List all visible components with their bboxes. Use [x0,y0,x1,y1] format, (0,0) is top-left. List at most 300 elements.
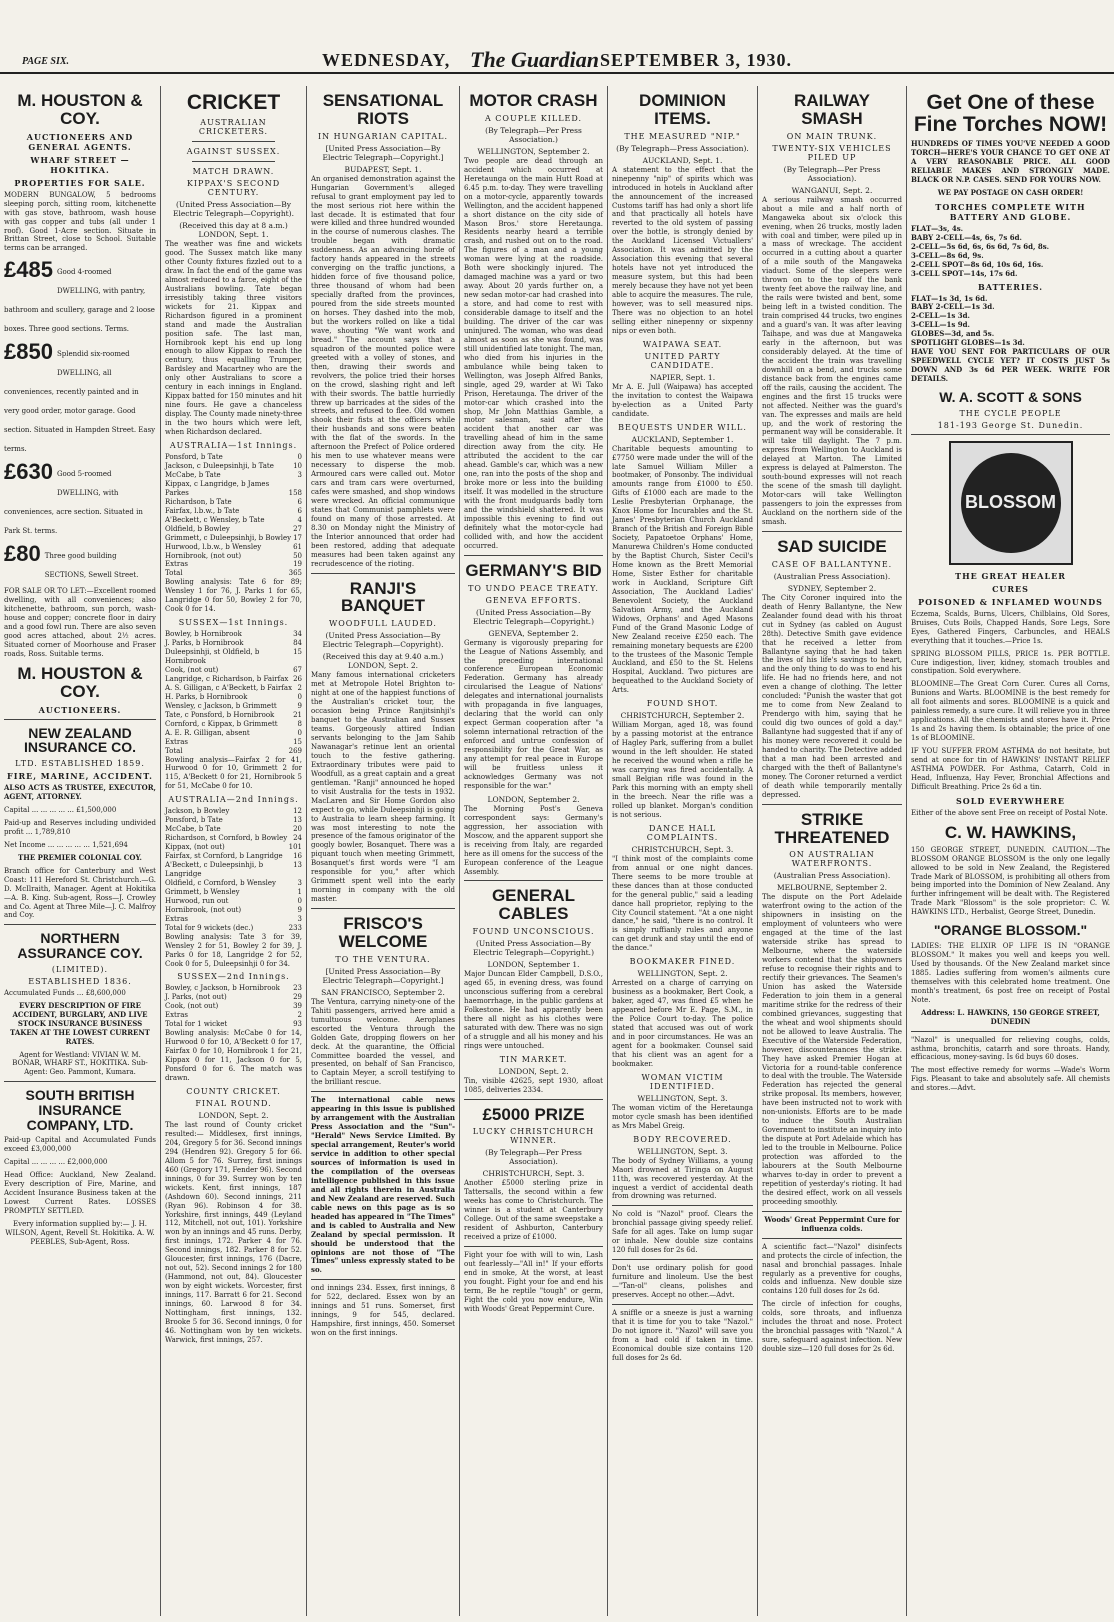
germany-report: Germany is vigorously preparing for the League of Nations Assembly, and the preceding international conference European Economic Federation. Germany has already circularised the League of Nations' delegates and international journalists with propaganda in five languages, declaring that the world can only expect German cooperation after "a solemn international retraction of the enforced and untrue confession of responsibility for the Great War, as any attempt for real peace in Europe will be fruitless unless it acknowledges Germany was not responsible for the war." [464,638,603,790]
runs: 61 [293,542,302,551]
item-report: Arrested on a charge of carrying on business as a bookmaker, Bert Cook, a baker, aged 47, was fined £5 when he appeared before Mr E. Page, S.M., in the Police Court to-day. The police stated that accused was out of work and in poor circumstances. He was an agent for a bookmaker. Counsel said that his client was an agent for a bookmaker. [612,979,753,1068]
divider [192,161,274,162]
price-line: GLOBES—3d, and 5s. [911,329,995,339]
hawkins-title: C. W. HAWKINS, [944,822,1077,842]
score-row [165,639,302,648]
score-row [165,507,302,516]
postage-notice: WE PAY POSTAGE ON CASH ORDER! [937,187,1084,197]
cables-dateline: LONDON, September 1. [487,960,580,970]
cricket-subhead: AUSTRALIAN CRICKETERS. [198,118,269,137]
runs: 269 [288,746,302,755]
score-row [165,525,302,534]
runs: 0 [297,692,302,701]
batsman: Total [165,569,183,578]
batsman: Grimmett, c Duleepsinhji, b Bowley [165,533,292,542]
property-description: Three good building SECTIONS, Sewell Street. [44,552,139,580]
suicide-dateline: SYDNEY, September 2. [787,583,877,593]
batsman: Langridge, c Richardson, b Fairfax [165,674,289,683]
price-line: 2-CELL—5s 6d, 6s, 6s 6d, 7s 6d, 8s. [911,241,1050,251]
final-round-heading: FINAL ROUND. [195,1098,272,1108]
batsman: Richardson, st Cornford, b Bowley [165,834,288,843]
item-dateline: CHRISTCHURCH, September 2. [620,711,745,721]
bloomine-ad: BLOOMINE—The Great Corn Curer. Cures all Corns, Bunions and Warts. BLOOMINE is the best remedy for all foot ailments and sores. BLOOMINE is a quick and painless remedy, a sure cure. It will relieve you in three applications. All the chemists and stores have it. Price 1s and 2s having them. Is obtainable; the price of one 1s of BLOOMINE. [911,680,1110,743]
item-report: The woman victim of the Heretaunga motor cycle smash has been identified as Mrs Mabel Greig. [612,1103,753,1130]
score-row [165,462,302,471]
frisco-report: The Ventura, carrying ninety-one of the Tahiti passengers, arrived here amid a tumultuous welcome. Aeroplanes escorted the Ventura through the Golden Gate, dropping flowers on her deck. At the quarantine, the Official Committee boarded the vessel, and presented, on behalf of San Francisco, to Captain Meyer, a scroll testifying to the brilliant rescue. [311,997,455,1087]
runs: 23 [293,984,302,993]
scorecard [165,807,302,932]
bowling-analysis: Bowling analysis—Fairfax 2 for 41, Hurwood 0 for 10, Grimmett 2 for 115, A'Beckett 0 for 21, Hornibrook 5 for 51, McCabe 0 for 10. [165,755,302,791]
germany-subhead: GENEVA EFFORTS. [485,595,582,605]
batsman: Total for 9 wickets (dec.) [165,923,254,932]
score-row [165,693,302,702]
score-row [165,711,302,720]
germany-subhead: TO UNDO PEACE TREATY. [468,583,599,593]
divider [911,434,1110,435]
batsman: Total [165,746,183,755]
masthead-day: WEDNESDAY, [322,50,451,70]
batsman: Hornibrook, (not out) [165,905,242,914]
score-row [165,861,302,879]
cricket-dateline: (Received this day at 8 a.m.) LONDON, Sept. 1. [179,221,288,240]
torches-heading: TORCHES COMPLETE WITH BATTERY AND GLOBE. [935,201,1086,222]
item-heading: BEQUESTS UNDER WILL. [618,422,747,432]
strike-credit: (Australian Press Association). [773,871,891,881]
prize-subhead: LUCKY CHRISTCHURCH WINNER. [472,1127,595,1146]
masthead [0,46,1114,74]
hawkins-caution: 150 GEORGE STREET, DUNEDIN. CAUTION.—The BLOSSOM ORANGE BLOSSOM is the only one legally allowed to be sold in New Zealand, the Registered Trade Mark of BLOSSOM, is prohibiting all others from being imported into the Dominion of New Zealand. Any further infringement will be dealt with. The Registered Trade Mark "Blossom" is the sole proprietor: C. W. HAWKINS LTD., Herbalist, George Street, Dunedin. [911,845,1110,917]
railway-report: A serious railway smash occurred about a mile and a half north of Mangaweka about six o'clock this evening, when 26 trucks, mostly laden with coal and timber, were piled up in a mass of wreckage. The accident occurred in a cutting about a quarter of a mile south of the Mangaweka viaduct. Some of the sleepers were thrown on to the top of the bank twenty feet above the railway line, and the rails were twisted and bent, some being left in a twisted condition. The train comprised 44 trucks, two engines and a guard's van. It was after leaving Taihape, and was due at Mangaweka early in the afternoon, but was considerably delayed. At the time of the accident the train was travelling downhill on a bend, and trucks some distance back from the engines came off the rails, causing the accident. The engines and the first 15 trucks were not affected. Neither was the guard's van. The expresses and mails are held up, and the work of restoring the permanent way will be considerable. It will take till daylight. The 7 p.m. express from Wellington to Auckland is delayed at Marton. The Limited express is delayed at Palmerston. The south-bound expresses will not reach the scene of the smash till daylight. Motor-cars will take Wellington passengers to join the expresses from Auckland on the northern side of the smash. [762,195,902,526]
score-row [165,852,302,861]
blossom-seal [949,441,1073,565]
batsman: Bowley, c Jackson, b Hornibrook [165,984,280,993]
crash-dateline: WELLINGTON, September 2. [477,146,590,156]
batsman: Kippax, c Langridge, b James [165,479,270,488]
column-dominion-items [608,86,757,1620]
innings-heading: AUSTRALIA—2nd Innings. [168,795,299,805]
score-row [165,480,302,489]
northern-assurance-established: ESTABLISHED 1836. [28,976,132,986]
runs: 17 [293,533,302,542]
runs: 0 [297,728,302,737]
runs: 158 [288,488,302,497]
suicide-subhead: CASE OF BALLANTYNE. [771,559,893,569]
cables-subhead: FOUND UNCONSCIOUS. [472,927,595,937]
score-row [165,702,302,711]
germany-dateline: GENEVA, September 2. [488,628,579,638]
batsman: A. S. Gilligan, c A'Beckett, b Fairfax [165,683,293,692]
fund-line: Capital ... ... ... ... ... £1,500,000 [4,805,117,814]
sold-everywhere: SOLD EVERYWHERE [956,795,1065,806]
divider [762,1238,902,1239]
runs: 13 [293,861,302,870]
divider [911,1031,1110,1032]
item-dateline: WELLINGTON, Sept. 2. [637,969,728,979]
batsman: Extras [165,560,188,569]
scorecard [165,453,302,578]
score-row [165,993,302,1002]
south-british-title: SOUTH BRITISH INSURANCE COMPANY, LTD. [25,1087,135,1133]
property-bungalow: MODERN BUNGALOW, 5 bedrooms sleeping porch, sitting room, kitchenette with gas stove, bathroom, wash house with gas copper and tubs (all under 1 roof). Good 1-Acre section. Situate in Brittan Street, close to School. Suitable terms can be arranged. [4,190,156,253]
tin-dateline: LONDON, Sept. 2. [498,1066,569,1076]
item-dateline: WELLINGTON, Sept. 3. [637,1146,728,1156]
cures-heading: CURES [992,583,1029,594]
runs: 10 [293,461,302,470]
runs: 2 [297,1011,302,1020]
batsman: Bowley, b Hornibrook [165,630,242,639]
county-report: The last round of County cricket resulted:— Middlesex, first innings, 204, Gregory 5 for 36. Second innings 294 (Hendren 92). Gregory 5 for 66. Allom 5 for 76. Surrey, first innings 460 (Gregory 171, Fender 96). Second innings, 0 for 39. Surrey won by ten wickets. Kent, first innings, 187 (Ashdown 60). Second innings, 211 (Ryan 96). Robinson 4 for 38. Yorkshire, first innings, 449 (Leyland 112, Mitchell, not out, 101). Yorkshire won by an innings and 45 runs. Derby, first innings, 172. Parker 4 for 76. Second innings, 182. Parker 8 for 52. Gloucester, first innings, 176 (Dacre, not out, 52). Second innings 2 for 180 (Hammond, not out, 84). Gloucester won by eight wickets. Worcester, first innings, 117. Barratt 6 for 21. Second innings, 60. Larwood 8 for 34. Nottingham, first innings, 132. Brooke 5 for 36. Second innings, 0 for 46. Nottingham won by ten wickets. Warwick, first innings, 257. [165,1120,302,1344]
property-description: Good 5-roomed DWELLING, with conveniences, acre section. Situated in Park St. terms. [4,470,143,536]
batsman: Cook, (not out) [165,1002,219,1011]
batsman: H. Parks, b Hornibrook [165,692,248,701]
score-row [165,825,302,834]
batsman: Total for 1 wicket [165,1020,228,1029]
nz-insurance-trustee: ALSO ACTS AS TRUSTEE, EXECUTOR, AGENT, ATTORNEY. [4,783,156,801]
score-row [165,543,302,552]
score-row [165,888,302,897]
crash-subhead: A COUPLE KILLED. [484,113,583,123]
column-advertisements [0,86,160,1620]
strike-headline: STRIKE THREATENED [774,809,890,847]
frisco-headline: FRISCO'S WELCOME [338,914,428,951]
runs: 233 [288,923,302,932]
score-row [165,560,302,569]
item-dateline: NAPIER, Sept. 1. [649,372,716,382]
property-listing [4,461,156,537]
fund-line: Accumulated Funds ... £8,600,000 [4,988,126,997]
nz-insurance-title: NEW ZEALAND INSURANCE CO. [23,724,136,756]
price-line: 2-CELL—1s 3d. [911,311,970,321]
runs: 12 [293,807,302,816]
batsman: A'Beckett, c Wensley, b Tate [165,515,265,524]
frisco-dateline: SAN FRANCISCO, September 2. [321,987,445,997]
germany-dateline: LONDON, September 2. [487,794,580,804]
price-line: 2-CELL SPOT—8s 6d, 10s 6d, 16s. [911,259,1044,269]
item-heading: UNITED PARTY CANDIDATE. [644,351,721,370]
runs: 365 [288,569,302,578]
batsman: Duleepsinhji, st Oldfield, b Hornibrook [165,648,260,666]
poisoned-wounds: POISONED & INFLAMED WOUNDS [918,596,1103,607]
runs: 24 [293,834,302,843]
batsman: Cornford, c Kippax, b Grimmett [165,719,278,728]
runs: 6 [297,506,302,515]
northern-description: EVERY DESCRIPTION OF FIRE ACCIDENT, BURGLARY, AND LIVE STOCK INSURANCE BUSINESS TAKEN AT THE LOWEST CURRENT RATES. [10,1000,150,1046]
item-heading: BODY RECOVERED. [633,1134,732,1144]
divider [762,1211,902,1212]
divider [464,1246,603,1247]
blossom-seal-text: BLOSSOM [961,453,1061,553]
runs: 67 [293,665,302,674]
property-listing [4,341,156,455]
score-row [165,834,302,843]
batsman: A. E. R. Gilligan, absent [165,728,250,737]
cricket-subhead: KIPPAX'S SECOND CENTURY. [186,179,281,198]
houston-subtitle: AUCTIONEERS AND GENERAL AGENTS. [26,131,134,152]
county-dateline: LONDON, Sept. 2. [198,1110,269,1120]
innings-heading: AUSTRALIA—1st Innings. [169,441,298,451]
item-report: Mr A. E. Jull (Waipawa) has accepted the invitation to contest the Waipawa by-election as a United Party candidate. [612,382,753,418]
postal-note: Either of the above sent Free on receipt of Postal Note. [911,808,1108,817]
score-row [165,843,302,852]
northern-agent: Agent for Westland: VIVIAN W. M. BONAR, WHARF ST., HOKITIKA. Sub-Agent: Geo. Pammont, Kumara. [12,1050,148,1077]
item-report: The body of Sydney Williams, a young Maori drowned at Tiringa on August 11th, was recovered yesterday. At the inquest a verdict of accidental death from drowning was returned. [612,1156,753,1201]
banquet-headline: RANJI'S BANQUET [340,578,426,616]
batsman: Wensley, c Jackson, b Grimmett [165,701,277,710]
batsman: J. Parks, (not out) [165,993,227,1002]
score-row [165,675,302,684]
divider [4,924,156,925]
runs: 0 [297,896,302,905]
peppermint-verse: Fight your foe with will to win, Lash out fearlessly—"All in!" If your efforts end in smoke, At the worst, at least you fought. Fight your foe and end his term, Be he reptile "tough" or germ, Fight the cold you now endure, Win with Woods' Great Peppermint Cure. [464,1251,603,1313]
bowling-analysis: Bowling analysis: Tate 6 for 89; Wensley 1 for 76, J. Parks 1 for 65, Langridge 0 for 50, Bowley 2 for 70, Cook 0 for 14. [165,578,302,614]
houston-subtitle: AUCTIONEERS. [38,704,122,715]
score-row [165,906,302,915]
score-row [165,729,302,738]
runs: 34 [293,630,302,639]
county-continued: ond innings 234. Essex, first innings, 8 for 522, declared. Essex won by an innings and 51 runs. Somerset, first innings, 9 for 545, declared. Hampshire, first innings, 450. Somerset won on the first innings. [311,1284,455,1338]
fund-line: Net Income ... ... ... ... ... 1,521,694 [4,840,128,849]
banquet-dateline: (Received this day at 9.40 a.m.) LONDON, Sept. 2. [322,652,444,671]
divider [311,573,455,574]
score-row [165,807,302,816]
strike-report: The dispute on the Port Adelaide waterfront owing to the action of the shipowners in insisting on the employment of volunteers who were engaged at the time of the last waterside strike has spread to Melbourne, where the waterside workers contend that the shipowners refuse to recognise their rights and to rectify their grievances. The Seamen's Union has asked the Waterside Federation to join them in a general maritime strike for the redress of their combined grievances, suggesting that the wheat and wool shipments should not be allowed to leave Australia. The Executive of the Waterside Federation, however, discountenances the strike. They have asked Premier Hogan at Victoria for a round-table conference to deal with the trouble. The Waterside Federation has rejected the general strike proposal. Its members, however, have been instructed not to work with non-unionists. Efforts are to be made to induce the South Australian Government to institute an inquiry into the dispute at Port Adelaide which has led to the trouble in Melbourne. Police protection was afforded to the labourers at the South Melbourne wharves to-day in order to prevent a repetition of yesterday's rioting. It had the desired effect, work on all vessels proceeding smoothly. [762,893,902,1206]
prize-credit: (By Telegraph—Per Press Association). [485,1148,582,1167]
branch-office: Branch office for Canterbury and West Coast: 111 Hereford St. Christchurch.—G. D. McIlraith, Manager. Agent at Hokitika—A. B. King. Sub-agent, Ross—J. Crowley and Co. Agent at Three Mile—J. C. Malfroy and Coy. [4,866,156,920]
batsman: A'Beckett, c Duleepsinhji, b Langridge [165,861,264,878]
cables-report: Major Duncan Elder Campbell, D.S.O., aged 65, in evening dress, was found unconscious suffering from a cerebral haemorrhage, in the public gardens at Folkestone. He had apparently been there all night as his clothes were saturated with dew. There was no sign of a struggle and all his money and his rings were untouched. [464,970,603,1050]
innings-heading: SUSSEX—2nd Innings. [177,972,290,982]
item-report: "I think most of the complaints come from annual or one night dances. There seems to be more trouble at these dances than at those conducted for the general public," said a leading dance hall proprietor, replying to the City Council statement. "At a one night dance," he said, "there is no control. It is simply ruffianly rules and anyone can get drunk and stay until the end of the dance." [612,854,753,953]
property-price: £850 [4,341,53,365]
frisco-subhead: TO THE VENTURA. [335,954,431,964]
batsman: Tate, c Ponsford, b Hornibrook [165,710,275,719]
banquet-report: Many famous international cricketers met at Metropole Hotel Brighton to-night at one of the happiest functions of the Australian's cricket tour, the occasion being Prince Ranjitsinhji's banquet to the Australian and Sussex teams. Gorgeously attired Indian servants belonging to the Jam Sahib Nawanagar's retinue lent an oriental touch to the festive gathering. Extraordinary tributes were paid to Woodfull, as a great captain and a great gentleman. "Ranji" announced he hoped to visit Australia for the tests in 1932. MacLaren and Sir Home Gordon also expect to go, while Duleepsinhji is going to Australia to learn sheep farming. It was most interesting to note the presence of the famous originator of the googly bowler, Bosanquet. There was a piquant touch when meeting Grimmett, Bosanquet's first words were "I am responsible for you," after which Grimmett spent well into the early morning in company with the old master. [311,671,456,904]
runs: 21 [293,710,302,719]
item-dateline: AUCKLAND, September 1. [631,434,734,444]
nz-insurance-lines: FIRE, MARINE, ACCIDENT. [7,771,153,782]
item-heading: BOOKMAKER FINED. [629,957,736,967]
score-row [165,552,302,561]
dominion-subhead: THE MEASURED "NIP." [624,131,741,141]
houston-address: WHARF STREET — HOKITIKA. [30,154,130,175]
batsman: Jackson, b Bowley [165,807,230,816]
dominion-report: A statement to the effect that the ninepenny "nip" of spirits which was introduced in hotels in Auckland after the announcement of the increased Customs tariff has had only a short life and that practically all hotels have reverted to the old system of passing over the bottle, is strongly denied by the Auckland Licensed Victuallers' Association. It was admitted by the Association this evening that several hotels have not yet introduced the measure system, but this had been merely because they have not yet been able to acquire the measures. The rule, however, was to sell measured nips. There was no objection to an hotel selling either ninepenny or sixpenny nips or even both. [612,165,753,335]
item-heading: WAIPAWA SEAT. [642,339,723,349]
property-for-sale-or-let: FOR SALE OR TO LET:—Excellent roomed dwelling, with all conveniences; also kitchenette, bathroom, sun porch, wash-house and copper; concrete floor in dairy and a good fowl run. There are also seven good acres attached, about 2½ acres. Situated corner of Moorhouse and Fraser roads, Ross. Suitable terms. [4,587,156,659]
price-line: 3-CELL—1s 9d. [911,320,970,330]
cricket-subhead: MATCH DRAWN. [192,167,275,177]
score-row [165,630,302,639]
column-torches-ads [907,86,1114,1620]
asthma-ad: IF YOU SUFFER FROM ASTHMA do not hesitate, but send at once for tin of HAWKINS' INSTANT RELIEF ASTHMA POWDER. For Asthma, Catarrh, Cold in Head, Influenza, Hay Fever, Bronchial Affections and Difficult Breathing. Price 2s 6d a tin. [911,747,1110,791]
suicide-report: The City Coroner inquired into the death of Henry Ballantyne, the New Zealander found dead with his throat cut in Sydney (as cabled on August 28th). Detective Smith gave evidence that he received a letter from Ballantyne saying that he had taken the lives of his life's savings to heart, and the only thing to do was to end his life. He had no friends here, and not even a change of clothing. The letter concluded: "Punish the waster that got me to come from New Zealand to Prendergo with him, saying that he could dig two ounces of gold a day." Ballantyne had suggested that if any of his money were recovered it could be handed to charity. The Detective added that a man had been arrested and charged with the theft of Ballantyne's money. The Coroner returned a verdict of death while temporarily mentally depressed. [762,593,902,799]
batsman: Fairfax, st Cornford, b Langridge [165,852,283,861]
masthead-date: SEPTEMBER 3, 1930. [600,50,793,70]
strike-dateline: MELBOURNE, September 2. [776,883,887,893]
riots-report: An organised demonstration against the Hungarian Government's alleged refusal to grant employment pay led to the most serious riot here within the last decade. It is estimated that four were killed and three hundred wounded in the course of numerous clashes. The trouble began with dramatic suddenness. As an advancing horde of factory hands appeared in the streets converging on the traffic junctions, a hidden force of five thousand police, three thousand of whom had been specially drafted from the provinces, poured from the side streets mounted on horses. They dashed into the mob, but the workers rolled on like a tidal wave, shouting "We want work and bread." The account says that a squadron of the mounted police were greeted with a volley of stones, and then, drawing their swords and revolvers, the police tried their horses on the crowd, slashing right and left with their swords. The battle hurriedly threw up barricades at the sides of the streets, and refused to flee. Old women shook their fists at the officers while their husbands and sons were beaten with the flat of the swords. In the afternoon the Prefect of Police ordered his men to use whatever means were necessary to disperse the mob. Armoured cars were called out. Motor cars and tram cars were overturned, cafes were smashed, and shop windows were wrecked. An official communique states that Communist pamphlets were found on many of those arrested. At 8.30 on Monday night the Ministry of the Interior announced that order had been restored, adding that adequate measures had been taken against any recrudescence of the rioting. [311,174,455,568]
item-heading: DANCE HALL COMPLAINTS. [646,823,719,842]
nz-insurance-established: LTD. ESTABLISHED 1859. [15,759,145,769]
runs: 2 [297,683,302,692]
batsman: Extras [165,1011,188,1020]
runs: 27 [293,524,302,533]
score-row [165,720,302,729]
columns [0,86,1114,1620]
runs: 26 [293,674,302,683]
strike-subhead: ON AUSTRALIAN WATERFRONTS. [789,850,875,869]
runs: 3 [297,878,302,887]
newspaper-title: The Guardian [470,47,599,72]
price-line: 3-CELL—8s 6d, 9s. [911,250,984,260]
batsman: Extras [165,914,188,923]
price-line: BABY 2-CELL—4s, 6s, 7s 6d. [911,232,1022,242]
railway-headline: RAILWAY SMASH [794,91,870,128]
divider [464,880,603,881]
score-row [165,879,302,888]
dominion-headline: DOMINION ITEMS. [639,91,726,128]
item-heading: FOUND SHOT. [646,699,719,709]
divider [192,141,274,142]
score-row [165,648,302,666]
property-listing [4,259,156,335]
cricket-headline: CRICKET [186,91,281,114]
riots-dateline: BUDAPEST, Sept. 1. [344,164,422,174]
price-line: FLAT—3s, 4s. [911,223,964,233]
column-railway-smash [758,86,906,1620]
score-row [165,666,302,675]
divider [4,1081,156,1082]
score-row [165,924,302,933]
divider [311,1091,455,1092]
divider [762,804,902,805]
item-heading: WOMAN VICTIM IDENTIFIED. [641,1072,724,1091]
score-row [165,747,302,756]
riots-credit: [United Press Association—By Electric Telegraph—Copyright.] [322,143,444,162]
orange-blossom-title: "ORANGE BLOSSOM." [933,922,1088,939]
northern-assurance-limited: (LIMITED). [51,964,109,974]
scott-sons-address: 181-193 George St. Dunedin. [937,420,1084,430]
property-listing [4,543,156,581]
fund-line: Paid-up and Reserves including undivided profit ... 1,789,810 [4,818,156,836]
railway-dateline: WANGANUI, Sept. 2. [791,185,873,195]
score-row [165,471,302,480]
divider [464,1099,603,1100]
score-row [165,684,302,693]
score-row [165,569,302,578]
runs: 19 [293,560,302,569]
score-row [165,915,302,924]
prize-dateline: CHRISTCHURCH, Sept. 3. [482,1169,585,1179]
batsman: Grimmett, b Wensley [165,887,240,896]
innings-heading: SUSSEX—1st Innings. [178,618,289,628]
runs: 1 [297,887,302,896]
crash-headline: MOTOR CRASH [469,91,598,110]
scorecard [165,630,302,755]
banquet-subhead: WOODFULL LAUDED. [329,619,437,629]
torches-headline: Get One of these Fine Torches NOW! [913,91,1108,137]
railway-subhead: ON MAIN TRUNK. [786,131,878,141]
orange-blossom-ad: LADIES: THE ELIXIR OF LIFE IS IN "ORANGE BLOSSOM." It makes you well and keeps you well. Used by thousands. Of the New Zealand market since 1885. Ladies suffering from women's ailments cure themselves with this celebrated home treatment. One month's treatment, 6s post free on receipt of Postal Note. [911,941,1110,1004]
cables-headline: GENERAL CABLES [491,886,576,924]
nazol-ad: A sniffle or a sneeze is just a warning that it is time for you to take "Nazol." Do not ignore it. "Nazol" will save you from a bad cold if taken in time. Economical double size contains 120 full doses for 2s 6d. [612,1309,753,1362]
runs: 6 [297,497,302,506]
fund-line: Paid-up Capital and Accumulated Funds exceed £3,000,000 [4,1136,156,1154]
scorecard [165,984,302,1029]
south-british-description: Head Office: Auckland, New Zealand. Every description of Fire, Marine, and Accident Insurance Business taken at the Lowest Current Rates. LOSSES PROMPTLY SETTLED. [4,1171,156,1216]
germany-credit: (United Press Association—By Electric Telegraph—Copyright.) [472,607,594,626]
runs: 8 [297,719,302,728]
price-line: SPOTLIGHT GLOBES—1s 3d. [911,338,1025,348]
runs: 101 [288,843,302,852]
score-row [165,897,302,906]
county-cricket-heading: COUNTY CRICKET. [186,1086,281,1096]
batsman: Kippax, (not out) [165,843,225,852]
property-price: £80 [4,543,41,567]
northern-assurance-title: NORTHERN ASSURANCE COY. [17,930,143,962]
nazol-ad: The circle of infection for coughs, colds, sore throats, and influenza includes the throat and nose. Protect the bronchial passages with "Nazol." A sure, safeguard against infection. New double size—120 full doses for 2s 6d. [762,1300,902,1354]
runs: 9 [297,701,302,710]
divider [612,1304,753,1305]
batsman: Fairfax, l.b.w., b Tate [165,506,240,515]
runs: 3 [297,470,302,479]
divider [762,531,902,532]
item-report: William Morgan, aged 18, was found by a passing motorist at the entrance of Hagley Park, suffering from a bullet wound in the left shoulder. He stated he received the wound when a rifle he was carrying was fired accidentally. A small Belgian rifle was found in the Park this morning with an empty shell in the breech. Near the rifle was a rolled up blanket. Morgan's condition is not serious. [612,721,753,819]
runs: 15 [293,648,302,657]
batsman: Ponsford, b Tate [165,816,223,825]
runs: 29 [293,993,302,1002]
divider [4,719,156,720]
runs: 84 [293,639,302,648]
property-description: Splendid six-roomed DWELLING, all conveniences, recently painted and in very good order, motor garage. Good section. Situated in Hampden Street. Easy terms. [4,350,156,454]
battery-price-list [911,295,1110,349]
runs: 39 [293,1002,302,1011]
banquet-credit: (United Press Association—By Electric Telegraph—Copyright). [322,631,444,650]
batsman: J. Parks, b Hornibrook [165,639,244,648]
peppermint-ad: Woods' Great Peppermint Cure for influenza colds. [764,1214,900,1233]
bowling-analysis: Bowling analysis: Tate 3 for 39, Wensley 2 for 51, Bowley 2 for 39, J. Parks 0 for 18, Langridge 2 for 52, Cook 0 for 5, Duleepsinhji 0 for 34. [165,932,302,968]
score-row [165,516,302,525]
scott-sons-title: W. A. SCOTT & SONS [939,389,1082,406]
column-cricket [161,86,306,1620]
houston-title: M. HOUSTON & COY. [17,663,143,701]
premier-colonial: THE PREMIER COLONIAL COY. [18,852,142,862]
blossom-cures: Eczema, Scalds, Burns, Ulcers, Chilblains, Old Sores, Bruises, Cuts Boils, Chapped Hands, Sore Legs, Sore Eyes, Gathered Fingers, Carbuncles, and HEALS everything that it touches.—Price 1s. [911,609,1110,645]
batsman: Richardson, b Tate [165,497,232,506]
crash-report: Two people are dead through an accident which occurred at Heretaunga on the main Hutt Road at 6.45 p.m. to-day. They were travelling on a motor-cycle, apparently towards Wellington, and the accident happened a short distance on the city side of Mason Bros.' store Heretaunga. Residents nearby heard a terrible crash, and rushed out on to the road. The figures of a man and a young woman were lying at the roadside. Both were shockingly injured. The damaged machine was a yard or two away. About 20 yards further on, a new sedan motor-car had crashed into a store, and had come to rest with considerable damage to itself and the building. The driver of the car was uninjured. The woman, who was dead almost as soon as she was found, was still unidentified late tonight. The man, who died from his injuries in the ambulance while being taken to Wellington, was Joseph Alfred Banks, single, aged 29, warder at Wi Tako Prison, Heretaunga. The driver of the motor-car which crashed into the shop, Mr John Matthias Gamble, a motor salesman, said after the accident that another car was travelling ahead of him in the same direction away from the city. He attributed the accident to the car ahead. Gamble's car, which was a new one, ran into the posts of the shop and broke more or less into the building itself. It was modelled in the structure with the front mudguards badly torn and the windshield shattered. It was impossible this evening to find out definitely what the motor-cycle had collided with, and how the accident occurred. [464,156,604,550]
batsman: Parkes [165,488,189,497]
nazol-ad: No cold is "Nazol" proof. Clears the bronchial passage giving speedy relief. Safe for all ages. Take on lump sugar or inhale. New double size contains 120 full doses for 2s 6d. [612,1210,753,1255]
price-line: 3-CELL SPOT—14s, 17s 6d. [911,268,1018,278]
tanol-ad: Don't use ordinary polish for good furniture and linoleum. Use the best—"Tan-ol" cleans, polishes and preserves. Accept no other.—Advt. [612,1264,753,1300]
riots-subhead: IN HUNGARIAN CAPITAL. [317,131,449,141]
batsman: Cook, (not out) [165,665,219,674]
bowling-analysis: Bowling analysis: McCabe 0 for 14, Hurwood 0 for 10, A'Beckett 0 for 17, Fairfax 0 for 10, Hornibrook 1 for 21, Kippax 0 for 11, Jackson 0 for 5, Ponsford 0 for 6. The match was drawn. [165,1029,302,1083]
divider [464,555,603,556]
runs: 50 [293,551,302,560]
runs: 20 [293,825,302,834]
property-price: £630 [4,461,53,485]
cricket-report: The weather was fine and wickets good. The Sussex match like many other County fixtures fizzled out to a draw. In fact the end of the game was almost reduced to a farce, eight of the Australians bowling. Tate began irresistibly taking three visitors wickets for 21. Kippax and Richardson figured in a prominent stand and made the Australian position safe. The last man, Hornibrook kept his end up long enough to allow Kippax to reach the century, thus equalling Trumper, Bardsley and Macartney who are the only other Australians to score a century in each innings in England. Kippax batted for 150 minutes and hit nine fours. He gave a chanceless display. The County made ninety-three in the two hours which were left, when Richardson declared. [165,240,302,437]
score-row [165,1011,302,1020]
runs: 93 [293,1020,302,1029]
runs: 4 [297,515,302,524]
riots-headline: SENSATIONAL RIOTS [322,91,444,128]
score-row [165,984,302,993]
price-line: BABY 2-CELL—1s 3d. [911,302,995,312]
south-british-agent: Every information supplied by:— J. H. WILSON, Agent, Revell St. Hokitika. A. W. PEEBLES, Sub-Agent, Ross. [5,1220,155,1246]
column-motor-crash [460,86,607,1620]
batteries-heading: BATTERIES. [977,281,1043,292]
